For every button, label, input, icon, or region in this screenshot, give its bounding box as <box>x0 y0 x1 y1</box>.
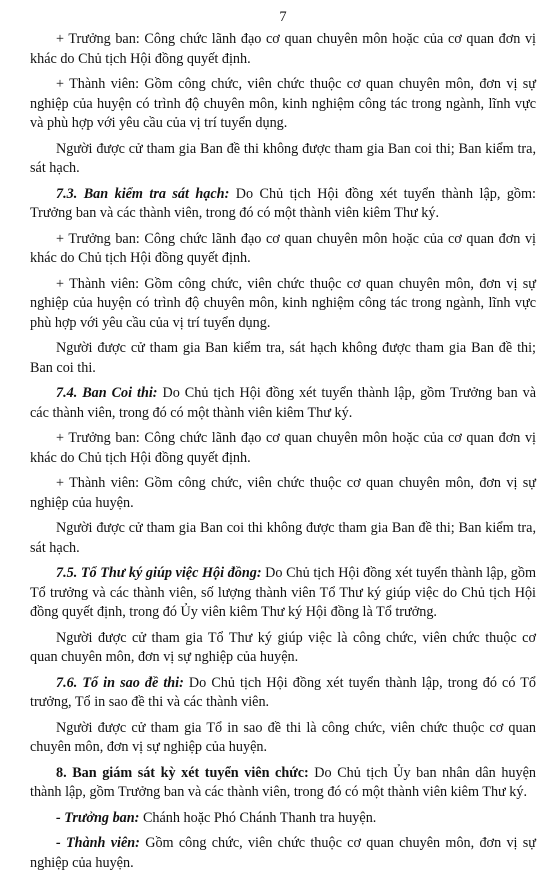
paragraph-7 <box>30 339 536 378</box>
paragraph-text: Người được cử tham gia Ban coi thi không được tham gia Ban đề thi; Ban kiểm tra, sát hạch. <box>30 520 536 556</box>
paragraph-text: Gồm công chức, viên chức thuộc cơ quan chuyên môn, đơn vị sự nghiệp của huyện. <box>30 835 536 871</box>
paragraph-15 <box>30 719 536 758</box>
section-7-4 <box>30 384 536 423</box>
section-heading: 7.6. Tổ in sao đề thi: <box>56 674 184 691</box>
section-heading: 8. Ban giám sát kỳ xét tuyển viên chức: <box>56 764 309 781</box>
role-label: - Thành viên: <box>56 835 140 851</box>
paragraph-13 <box>30 629 536 668</box>
section-heading: 7.4. Ban Coi thi: <box>56 385 158 401</box>
paragraph-5 <box>30 230 536 269</box>
paragraph-text: Người được cử tham gia Ban đề thi không được tham gia Ban coi thi; Ban kiểm tra, sát hạch. <box>30 140 536 176</box>
paragraph-text: Do Chủ tịch Ủy ban nhân dân huyện thành lập, gồm Trưởng ban và các thành viên, trong đó có một thành viên kiêm Thư ký. <box>30 764 536 800</box>
paragraph-1 <box>30 30 536 69</box>
section-8 <box>30 764 536 803</box>
paragraph-text: Người được cử tham gia Ban kiểm tra, sát hạch không được tham gia Ban đề thi; Ban coi thi. <box>30 340 536 376</box>
section-7-6 <box>30 674 536 713</box>
paragraph-text: + Thành viên: Gồm công chức, viên chức thuộc cơ quan chuyên môn, đơn vị sự nghiệp của huyện có trình độ chuyên môn, kinh nghiệm công tác trong ngành, lĩnh vực phù hợp với yêu cầu của vị trí tuyển dụng. <box>30 275 536 331</box>
paragraph-2 <box>30 75 536 134</box>
paragraph-text: + Trưởng ban: Công chức lãnh đạo cơ quan chuyên môn hoặc của cơ quan đơn vị khác do Chủ tịch Hội đồng quyết định. <box>30 230 536 266</box>
paragraph-text: Do Chủ tịch Hội đồng xét tuyển thành lập, gồm Trưởng ban và các thành viên, trong đó có một thành viên kiêm Thư ký. <box>30 385 536 421</box>
paragraph-6 <box>30 275 536 334</box>
paragraph-11 <box>30 519 536 558</box>
page-number: 7 <box>279 9 287 25</box>
section-heading: 7.3. Ban kiểm tra sát hạch: <box>56 185 230 202</box>
paragraph-text: + Thành viên: Gồm công chức, viên chức thuộc cơ quan chuyên môn, đơn vị sự nghiệp của huyện. <box>30 475 536 511</box>
section-heading: 7.5. Tổ Thư ký giúp việc Hội đồng: <box>56 565 262 581</box>
paragraph-text: + Trưởng ban: Công chức lãnh đạo cơ quan chuyên môn hoặc của cơ quan đơn vị khác do Chủ tịch Hội đồng quyết định. <box>30 430 536 466</box>
paragraph-3 <box>30 140 536 179</box>
paragraph-text: + Thành viên: Gồm công chức, viên chức thuộc cơ quan chuyên môn, đơn vị sự nghiệp của huyện có trình độ chuyên môn, kinh nghiệm công tác trong ngành, lĩnh vực và phù hợp với yêu cầu của vị trí tuyển dụng. <box>30 76 536 131</box>
paragraph-10 <box>30 474 536 513</box>
thanh-vien-line <box>30 834 536 873</box>
section-7-5 <box>30 564 536 623</box>
paragraph-text: Chánh hoặc Phó Chánh Thanh tra huyện. <box>139 809 377 826</box>
paragraph-text: Người được cử tham gia Tổ Thư ký giúp việc là công chức, viên chức thuộc cơ quan chuyên môn, đơn vị sự nghiệp của huyện. <box>30 629 536 665</box>
paragraph-text: Người được cử tham gia Tổ in sao đề thi là công chức, viên chức thuộc cơ quan chuyên môn, đơn vị sự nghiệp của huyện. <box>30 719 536 755</box>
section-7-3 <box>30 185 536 224</box>
paragraph-9 <box>30 429 536 468</box>
paragraph-text: + Trưởng ban: Công chức lãnh đạo cơ quan chuyên môn hoặc của cơ quan đơn vị khác do Chủ tịch Hội đồng quyết định. <box>30 31 536 67</box>
paragraph-text: Do Chủ tịch Hội đồng xét tuyển thành lập, gồm Tổ trưởng và các thành viên, số lượng thành viên Tổ Thư ký giúp việc do Chủ tịch Hội đồng quyết định, trong đó Ủy viên kiêm Thư ký Hội đồng là Tổ trưởng. <box>30 565 536 620</box>
paragraph-text: Do Chủ tịch Hội đồng xét tuyển thành lập, trong đó có Tổ trưởng, Tổ in sao đề thi và các thành viên. <box>30 674 536 710</box>
role-label: - Trưởng ban: <box>56 809 140 826</box>
truong-ban-line <box>30 809 536 829</box>
paragraph-text: Do Chủ tịch Hội đồng xét tuyển thành lập, gồm: Trưởng ban và các thành viên, trong đó có một thành viên kiêm Thư ký. <box>30 185 536 221</box>
